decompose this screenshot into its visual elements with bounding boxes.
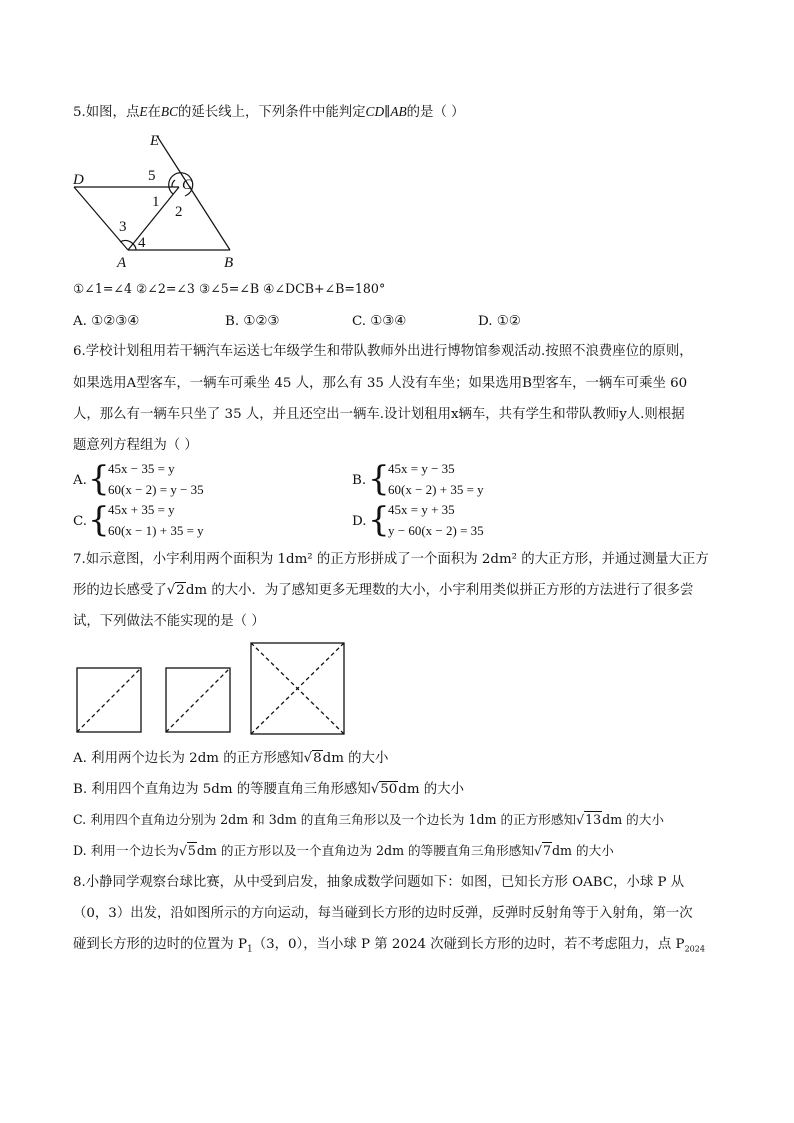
q7-line-2-b: dm 的大小．为了感知更多无理数的大小，小宇利用类似拼正方形的方法进行了很多尝 <box>185 583 694 598</box>
q6-option-d-label: D. <box>352 514 367 529</box>
q7-option-c: C. 利用四个直角边分别为 2dm 和 3dm 的直角三角形以及一个边长为 1dm 的正方形感知√13dm 的大小 <box>73 812 664 827</box>
q5-segment-ab: AB <box>390 104 407 119</box>
q8-subscript-2024: 2024 <box>684 944 705 954</box>
label-c: C <box>182 177 193 193</box>
q7-option-b: B. 利用四个直角边为 5dm 的等腰直角三角形感知√50dm 的大小 <box>73 782 464 797</box>
q7-option-d-sqrt-1: √5 <box>178 843 196 858</box>
label-d: D <box>73 172 84 188</box>
q7-sqrt-2: √2 <box>166 583 185 598</box>
q7-line-3: 试，下列做法不能实现的是（ ） <box>73 614 265 629</box>
q8-subscript-1: 1 <box>246 944 253 955</box>
q6-option-d-eq1: 45x = y + 35 <box>388 502 455 517</box>
q5-option-c: C. ①③④ <box>352 314 407 329</box>
large-square-diagonal-2 <box>251 643 344 734</box>
q5-stem <box>73 105 465 119</box>
q7-squares-figure <box>74 640 374 740</box>
q5-parallel-symbol: ∥ <box>384 105 391 120</box>
q6-option-a-eq2: 60(x − 2) = y − 35 <box>108 482 204 497</box>
q6-option-b-label: B. <box>352 473 367 488</box>
q5-stem-d: 的是（ ） <box>406 105 465 120</box>
q7-option-a: A. 利用两个边长为 2dm 的正方形感知√8dm 的大小 <box>73 751 389 766</box>
angle-label-1: 1 <box>152 194 160 210</box>
q7-line-2-a: 形的边长感受了 <box>73 583 167 598</box>
q5-segment-bc: BC <box>160 104 179 119</box>
q6-line-1: 6.学校计划租用若干辆汽车运送七年级学生和带队教师外出进行博物馆参观活动.按照不浪费座位的原则， <box>73 344 693 359</box>
q7-option-a-sqrt: √8 <box>303 751 322 766</box>
label-b: B <box>224 255 234 271</box>
angle-arc-5 <box>172 180 175 187</box>
q7-option-b-sqrt: √50 <box>370 782 398 797</box>
q7-line-1: 7.如示意图，小宇利用两个面积为 1dm² 的正方形拼成了一个面积为 2dm² 的大正方形，并通过测量大正方 <box>73 552 709 567</box>
q5-stem-b: 在 <box>147 105 161 120</box>
q6-option-a-label: A. <box>73 473 87 488</box>
q7-option-c-sqrt: √13 <box>576 812 602 827</box>
q6-line-4: 题意列方程组为（ ） <box>73 438 198 453</box>
q5-option-b: B. ①②③ <box>225 314 280 329</box>
q6-option-c-label: C. <box>73 514 88 529</box>
q6-line-2: 如果选用A型客车，一辆车可乘坐 45 人，那么有 35 人没有车坐；如果选用B型客车，一辆车可乘坐 60 <box>73 376 688 391</box>
small-square-1-diagonal <box>77 668 141 732</box>
q7-line-2 <box>73 584 693 597</box>
q6-line-3: 人，那么有一辆车只坐了 35 人，并且还空出一辆车.设计划租用x辆车，共有学生和带队教师y人.则根据 <box>73 407 685 422</box>
q5-option-d: D. ①② <box>478 314 521 329</box>
q5-stem-c: 的延长线上，下列条件中能判定 <box>178 105 366 120</box>
small-square-2-diagonal <box>166 668 230 732</box>
angle-label-4: 4 <box>138 235 146 251</box>
q6-option-b-eq1: 45x = y − 35 <box>388 461 455 476</box>
q6-option-d-brace: { <box>368 500 390 540</box>
q6-option-c-eq2: 60(x − 1) + 35 = y <box>108 523 204 538</box>
q6-option-d-eq2: y − 60(x − 2) = 35 <box>388 523 484 538</box>
q7-option-d-sqrt-2: √7 <box>533 843 551 858</box>
q6-option-a-eq1: 45x − 35 = y <box>108 461 175 476</box>
q5-geometry-figure <box>60 128 240 271</box>
q5-stem-a: 5.如图，点 <box>73 105 140 120</box>
angle-arc-4 <box>133 244 136 250</box>
q6-option-c-eq1: 45x + 35 = y <box>108 502 175 517</box>
q6-option-c-brace: { <box>88 500 110 540</box>
q8-line-1: 8.小静同学观察台球比赛，从中受到启发，抽象成数学问题如下：如图，已知长方形 OABC，小球 P 从 <box>73 875 685 890</box>
q8-line-2: （0，3）出发，沿如图所示的方向运动，每当碰到长方形的边时反弹，反弹时反射角等于入射角，第一次 <box>73 906 693 921</box>
q6-option-a-brace: { <box>88 459 110 499</box>
label-a: A <box>117 255 127 271</box>
q5-segment-cd: CD <box>365 104 385 119</box>
label-e: E <box>150 133 160 149</box>
q6-option-b-eq2: 60(x − 2) + 35 = y <box>388 482 484 497</box>
angle-label-2: 2 <box>175 204 183 220</box>
q8-line-3: 碰到长方形的边时的位置为 $P_1(3$，0），当小球 P 第 2024 次碰到长方形的边时，若不考虑阻力，点 $P_{2024}$ <box>73 937 705 955</box>
q5-option-a: A. ①②③④ <box>73 314 140 329</box>
q5-conditions: ①∠1=∠4 ②∠2=∠3 ③∠5=∠B ④∠DCB+∠B=180° <box>73 281 386 296</box>
q7-option-d: D. 利用一个边长为√5dm 的正方形以及一个直角边为 2dm 的等腰直角三角形感知√7dm 的大小 <box>73 843 614 858</box>
angle-label-5: 5 <box>148 168 156 184</box>
q6-option-b-brace: { <box>368 459 390 499</box>
q5-point-e: E <box>139 104 148 119</box>
angle-label-3: 3 <box>119 219 127 235</box>
line-ec-extended <box>157 136 230 250</box>
